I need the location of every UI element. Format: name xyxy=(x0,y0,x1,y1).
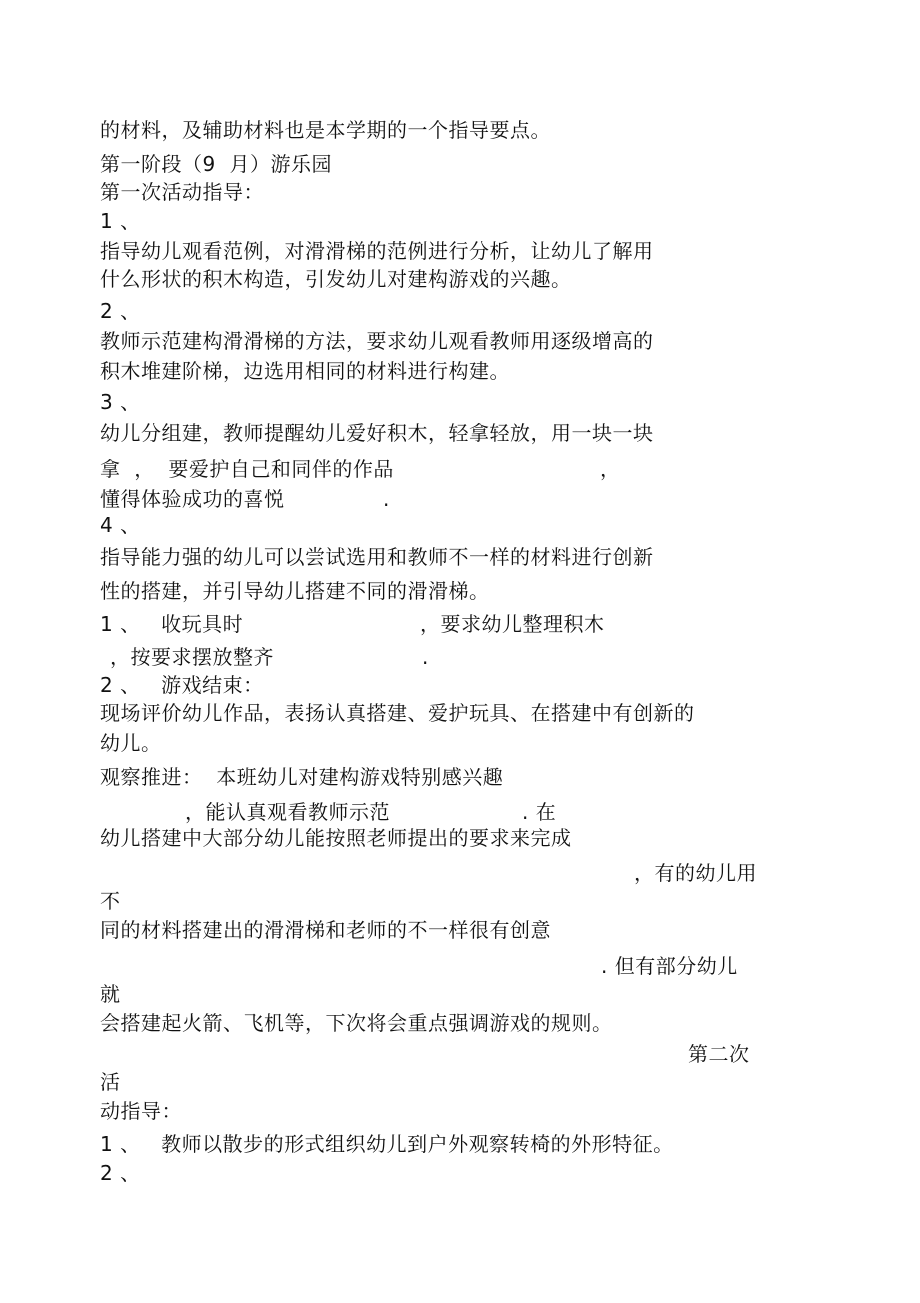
text-line: 观察推进： 本班幼儿对建构游戏特别感兴趣 xyxy=(100,765,504,789)
text-fragment: . xyxy=(383,487,390,511)
text-fragment: ，要求幼儿整理积木 xyxy=(420,612,605,636)
text-fragment: . xyxy=(422,645,429,669)
text-line: 幼儿。 xyxy=(100,731,162,755)
text-fragment: ，有的幼儿用 xyxy=(634,861,757,885)
text-line: 1 、 教师以散步的形式组织幼儿到户外观察转椅的外形特征。 xyxy=(100,1132,674,1156)
text-line: 的材料，及辅助材料也是本学期的一个指导要点。 xyxy=(100,118,551,142)
text-fragment: . 但有部分幼儿 xyxy=(601,954,738,978)
text-line: 教师示范建构滑滑梯的方法，要求幼儿观看教师用逐级增高的 xyxy=(100,329,654,353)
subsection-heading: 第一次活动指导： xyxy=(100,180,264,204)
text-line: 就 xyxy=(100,982,121,1006)
text-line: 1 、 收玩具时 xyxy=(100,612,244,636)
text-line: ，按要求摆放整齐 xyxy=(110,645,274,669)
subsection-heading: 动指导： xyxy=(100,1099,182,1123)
text-fragment: ， xyxy=(600,457,621,481)
text-fragment: . 在 xyxy=(522,800,557,824)
text-fragment: 第二次 xyxy=(688,1042,750,1066)
list-marker: 4 、 xyxy=(100,513,141,537)
text-line: 什么形状的积木构造，引发幼儿对建构游戏的兴趣。 xyxy=(100,267,572,291)
text-line: 指导幼儿观看范例，对滑滑梯的范例进行分析，让幼儿了解用 xyxy=(100,239,654,263)
list-marker: 1 、 xyxy=(100,209,141,233)
text-line: 指导能力强的幼儿可以尝试选用和教师不一样的材料进行创新 xyxy=(100,545,654,569)
list-marker: 2 、 xyxy=(100,1161,141,1185)
text-line: 拿 ， 要爱护自己和同伴的作品 xyxy=(100,457,394,481)
text-line: 2 、 游戏结束： xyxy=(100,673,264,697)
text-line: 现场评价幼儿作品，表扬认真搭建、爱护玩具、在搭建中有创新的 xyxy=(100,701,695,725)
section-heading: 第一阶段（9 月）游乐园 xyxy=(100,152,332,176)
text-line: 不 xyxy=(100,889,121,913)
text-line: 同的材料搭建出的滑滑梯和老师的不一样很有创意 xyxy=(100,918,551,942)
text-line: 积木堆建阶梯，边选用相同的材料进行构建。 xyxy=(100,359,510,383)
text-line: 会搭建起火箭、飞机等，下次将会重点强调游戏的规则。 xyxy=(100,1011,613,1035)
text-line: 幼儿搭建中大部分幼儿能按照老师提出的要求来完成 xyxy=(100,826,572,850)
list-marker: 2 、 xyxy=(100,299,141,323)
text-line: 活 xyxy=(100,1070,121,1094)
text-line: 懂得体验成功的喜悦 xyxy=(100,487,285,511)
text-line: ，能认真观看教师示范 xyxy=(185,800,390,824)
list-marker: 3 、 xyxy=(100,390,141,414)
text-line: 性的搭建，并引导幼儿搭建不同的滑滑梯。 xyxy=(100,579,490,603)
text-line: 幼儿分组建，教师提醒幼儿爱好积木，轻拿轻放，用一块一块 xyxy=(100,421,654,445)
